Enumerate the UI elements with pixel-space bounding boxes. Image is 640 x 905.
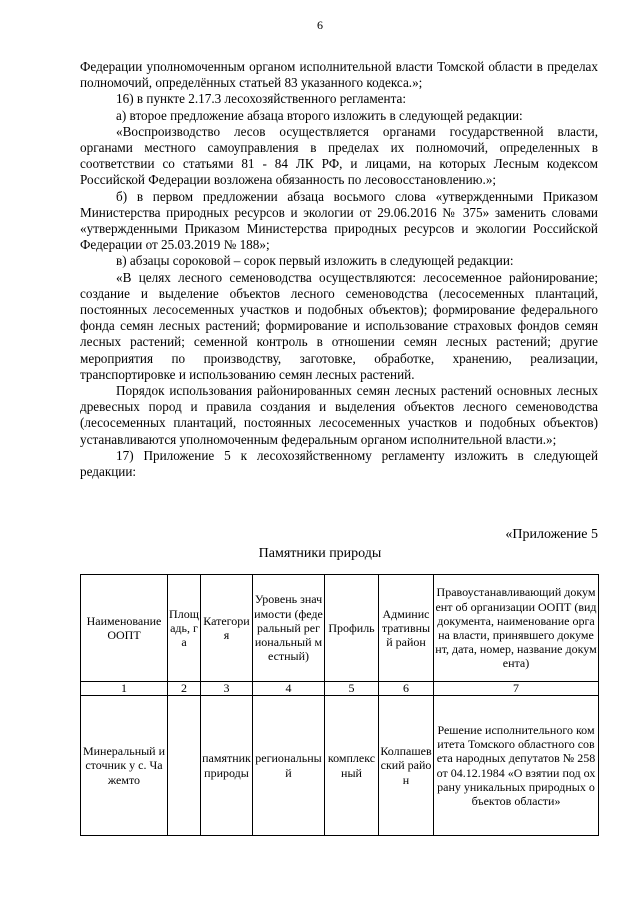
paragraph: б) в первом предложении абзаца восьмого слова «утвержденными Приказом Министерства природных ресурсов и экологии от 29.06.2016 № 375» заменить словами «утвержденными Приказом Министерства природных ресурсов и экологии Российской Федерации от 25.03.2019 № 188»; [80,188,598,253]
column-number: 1 [81,682,168,696]
cell-document: Решение исполнительного комитета Томского областного совета народных депутатов № 258 от 04.12.1984 «О взятии под охрану уникальных природных объектов области» [434,696,599,836]
table-title: Памятники природы [258,546,382,561]
appendix-label: «Приложение 5 [505,527,598,542]
cell-district: Колпашевский район [379,696,434,836]
body-text [80,59,598,480]
cell-significance: региональный [253,696,325,836]
table-header-row [81,575,599,682]
paragraph: «Воспроизводство лесов осуществляется органами государственной власти, органами местного самоуправления в пределах их полномочий, определенных в соответствии со статьями 81 - 84 ЛК РФ, и лицами, на которых Лесным кодексом Российской Федерации возложена обязанность по лесовосстановлению.»; [80,123,598,188]
column-number: 7 [434,682,599,696]
header-significance: Уровень значимости (федеральный региональный местный) [253,575,325,682]
paragraph: в) абзацы сороковой – сорок первый изложить в следующей редакции: [116,253,514,269]
cell-profile: комплексный [325,696,379,836]
header-district: Административный район [379,575,434,682]
header-name: Наименование ООПТ [81,575,168,682]
column-number: 3 [201,682,253,696]
paragraph: 17) Приложение 5 к лесохозяйственному регламенту изложить в следующей редакции: [80,447,598,480]
paragraph: Порядок использования районированных семян лесных растений основных лесных древесных пород и правила создания и выделения объектов лесного семеноводства (лесосеменных плантаций, постоянных лесосеменных участков и подобных объектов) устанавливаются уполномоченным федеральным органом исполнительной власти.»; [80,383,598,447]
column-number: 5 [325,682,379,696]
column-number: 4 [253,682,325,696]
table-row [81,696,599,836]
paragraph: «В целях лесного семеноводства осуществляются: лесосеменное районирование; создание и выделение объектов лесного семеноводства (лесосеменных плантаций, постоянных лесосеменных участков и подобных объектов); формирование федерального фонда семян лесных растений; формирование и использование страховых фондов семян лесных растений; семенной контроль в отношении семян лесных растений; другие мероприятия по производству, заготовке, обработке, хранению, реализации, транспортировке и использованию семян лесных растений. [80,269,598,382]
column-number-row [81,682,599,696]
paragraph: а) второе предложение абзаца второго изложить в следующей редакции: [116,107,523,123]
header-area: Площадь, га [168,575,201,682]
header-document: Правоустанавливающий документ об организации ООПТ (вид документа, наименование органа власти, принявшего документ, дата, номер, название документа) [434,575,599,682]
header-category: Категория [201,575,253,682]
column-number: 2 [168,682,201,696]
paragraph: 16) в пункте 2.17.3 лесохозяйственного регламента: [116,91,407,107]
header-profile: Профиль [325,575,379,682]
cell-name: Минеральный источник у с. Чажемто [81,696,168,836]
cell-category: памятник природы [201,696,253,836]
paragraph: Федерации уполномоченным органом исполнительной власти Томской области в пределах полномочий, определённых статьей 83 указанного кодекса.»; [80,59,598,91]
column-number: 6 [379,682,434,696]
nature-monuments-table [80,574,599,836]
page-number: 6 [317,18,323,32]
cell-area [168,696,201,836]
